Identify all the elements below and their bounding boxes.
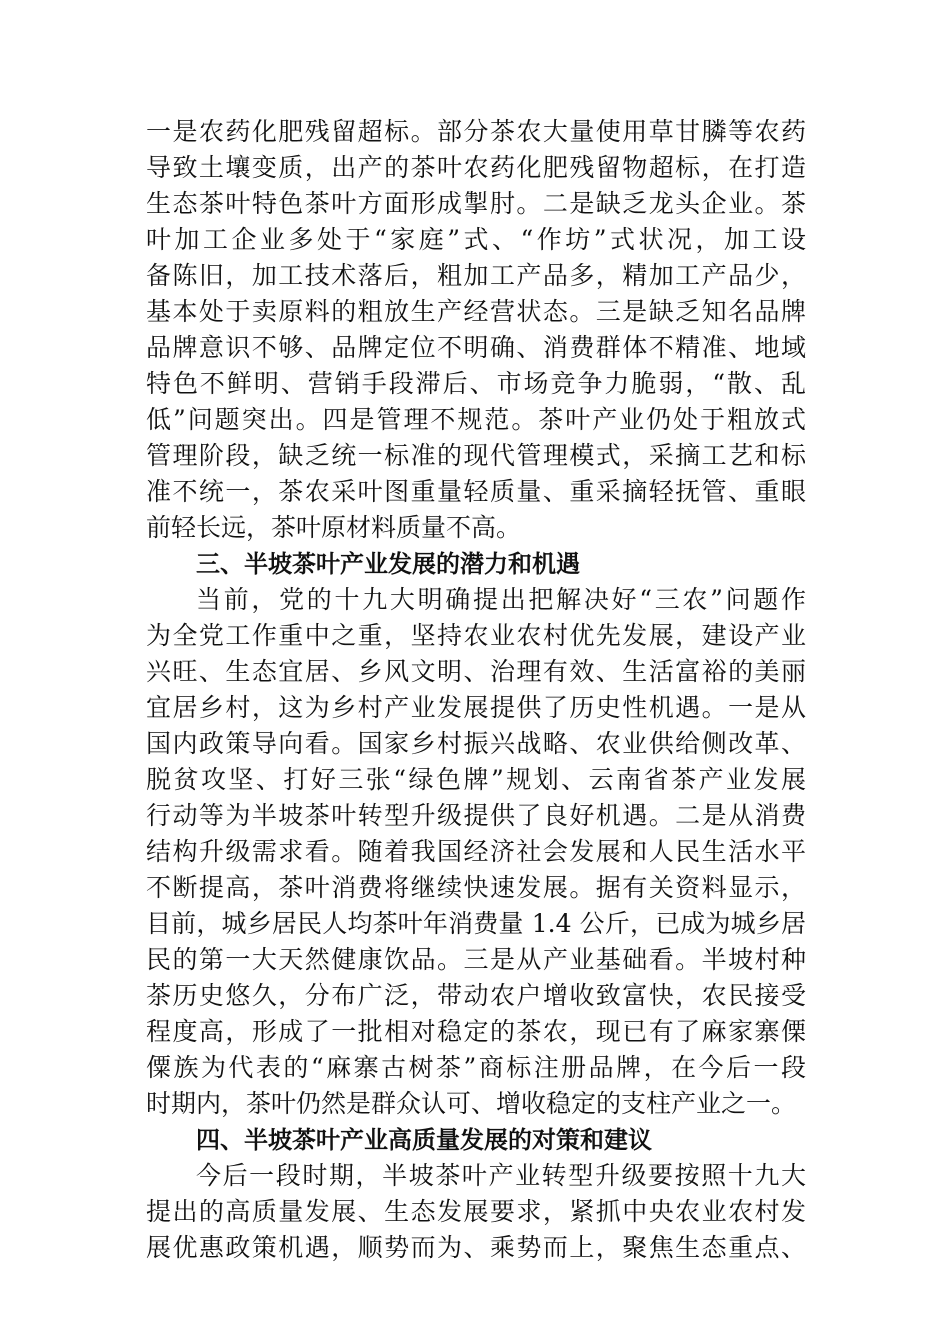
text-line: 管理阶段，缺乏统一标准的现代管理模式，采摘工艺和标 — [146, 441, 806, 470]
text-line: 基本处于卖原料的粗放生产经营状态。三是缺乏知名品牌 — [146, 297, 806, 326]
text-line: 民的第一大天然健康饮品。三是从产业基础看。半坡村种 — [146, 945, 806, 974]
text-line: 宜居乡村，这为乡村产业发展提供了历史性机遇。一是从 — [146, 693, 806, 722]
text-line: 提出的高质量发展、生态发展要求，紧抓中央农业农村发 — [146, 1197, 806, 1226]
text-line: 一是农药化肥残留超标。部分茶农大量使用草甘膦等农药 — [146, 117, 806, 146]
text-line: 国内政策导向看。国家乡村振兴战略、农业供给侧改革、 — [146, 729, 806, 758]
text-line: 目前，城乡居民人均茶叶年消费量 1.4 公斤，已成为城乡居 — [146, 909, 806, 938]
text-line: 低”问题突出。四是管理不规范。茶叶产业仍处于粗放式 — [146, 405, 806, 434]
text-line: 僳族为代表的“麻寨古树茶”商标注册品牌，在今后一段 — [146, 1053, 806, 1082]
text-line: 时期内，茶叶仍然是群众认可、增收稳定的支柱产业之一。 — [146, 1089, 797, 1118]
paragraph-problems — [146, 114, 806, 546]
text-line: 结构升级需求看。随着我国经济社会发展和人民生活水平 — [146, 837, 806, 866]
text-line: 备陈旧，加工技术落后，粗加工产品多，精加工产品少， — [146, 261, 806, 290]
text-line: 导致土壤变质，出产的茶叶农药化肥残留物超标，在打造 — [146, 153, 806, 182]
text-line: 生态茶叶特色茶叶方面形成掣肘。二是缺乏龙头企业。茶 — [146, 189, 806, 218]
text-line: 前轻长远，茶叶原材料质量不高。 — [146, 513, 522, 542]
text-line: 兴旺、生态宜居、乡风文明、治理有效、生活富裕的美丽 — [146, 657, 806, 686]
paragraph-potential — [146, 582, 806, 1122]
text-line: 品牌意识不够、品牌定位不明确、消费群体不精准、地域 — [146, 333, 806, 362]
text-line: 为全党工作重中之重，坚持农业农村优先发展，建设产业 — [146, 621, 806, 650]
text-line: 行动等为半坡茶叶转型升级提供了良好机遇。二是从消费 — [146, 801, 806, 830]
text-line: 叶加工企业多处于“家庭”式、“作坊”式状况，加工设 — [146, 225, 806, 254]
text-line: 当前，党的十九大明确提出把解决好“三农”问题作 — [196, 585, 806, 614]
section-heading-4: 四、半坡茶叶产业高质量发展的对策和建议 — [196, 1126, 652, 1154]
text-line: 茶历史悠久，分布广泛，带动农户增收致富快，农民接受 — [146, 981, 806, 1010]
text-line: 展优惠政策机遇，顺势而为、乘势而上，聚焦生态重点、 — [146, 1233, 806, 1262]
section-heading-3: 三、半坡茶叶产业发展的潜力和机遇 — [196, 550, 580, 578]
document-body — [146, 114, 806, 1266]
text-line: 程度高，形成了一批相对稳定的茶农，现已有了麻家寨傈 — [146, 1017, 806, 1046]
text-line: 今后一段时期，半坡茶叶产业转型升级要按照十九大 — [196, 1161, 806, 1190]
text-line: 准不统一，茶农采叶图重量轻质量、重采摘轻抚管、重眼 — [146, 477, 806, 506]
text-line: 脱贫攻坚、打好三张“绿色牌”规划、云南省茶产业发展 — [146, 765, 806, 794]
text-line: 不断提高，茶叶消费将继续快速发展。据有关资料显示， — [146, 873, 806, 902]
text-line: 特色不鲜明、营销手段滞后、市场竞争力脆弱，“散、乱 — [146, 369, 806, 398]
paragraph-strategies — [146, 1158, 806, 1266]
